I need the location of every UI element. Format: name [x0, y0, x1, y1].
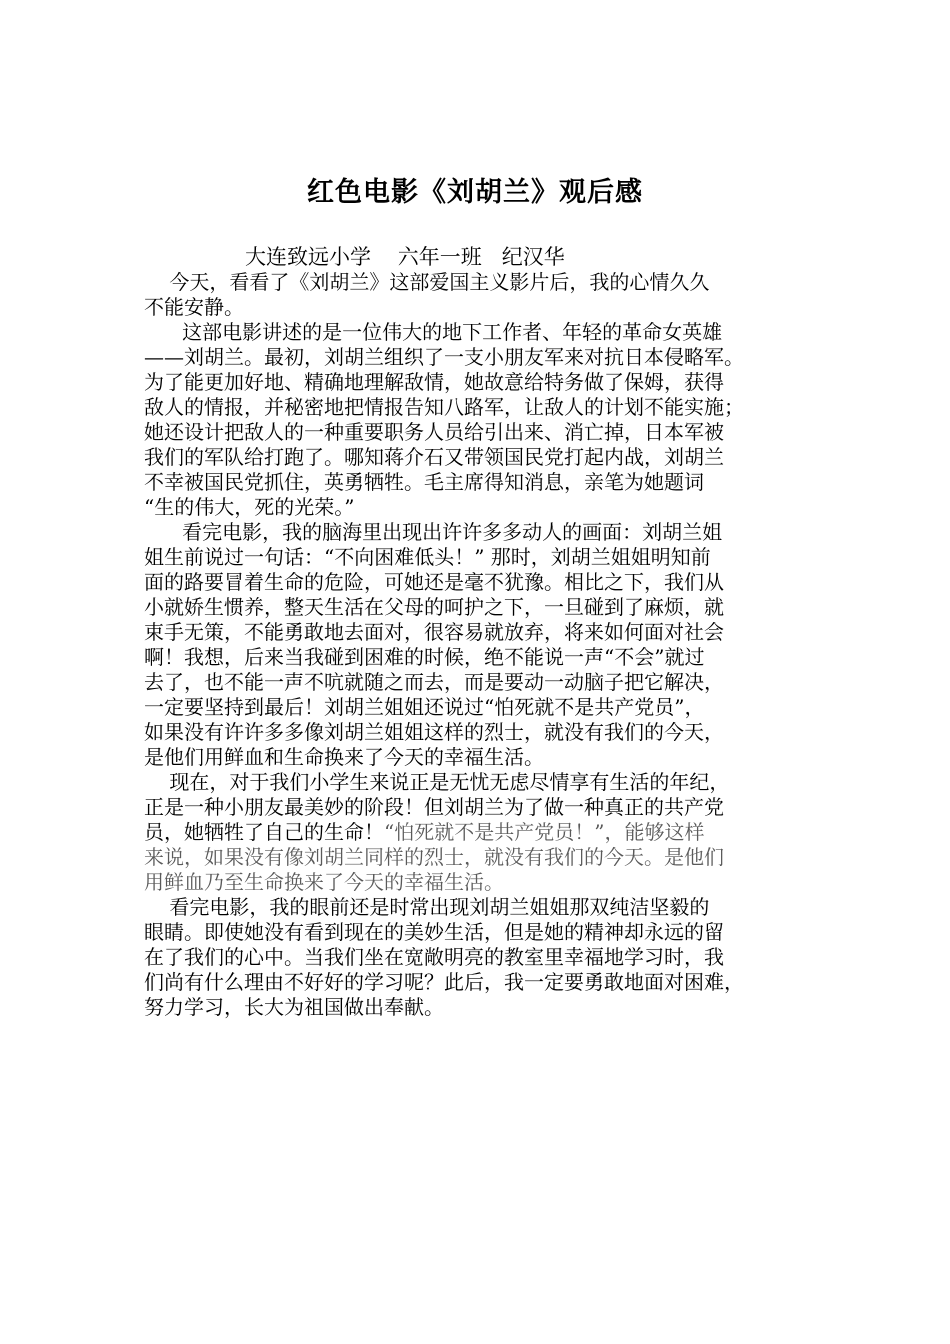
- text-line: 她还设计把敌人的一种重要职务人员给引出来、消亡掉，日本军被: [144, 420, 724, 444]
- text-line: 看完电影，我的脑海里出现出许许多多动人的画面：刘胡兰姐: [144, 520, 723, 544]
- text-line: 小就娇生惯养，整天生活在父母的呵护之下，一旦碰到了麻烦，就: [144, 595, 724, 619]
- text-line: 们尚有什么理由不好好的学习呢？此后，我一定要勇敢地面对困难，: [144, 970, 744, 994]
- text-line: 正是一种小朋友最美妙的阶段！但刘胡兰为了做一种真正的共产党: [144, 795, 724, 819]
- text-line: 一定要坚持到最后！刘胡兰姐姐还说过“怕死就不是共产党员”，: [144, 695, 705, 719]
- text-line: ——刘胡兰。最初，刘胡兰组织了一支小朋友军来对抗日本侵略军。: [144, 345, 744, 369]
- text-line: 束手无策，不能勇敢地去面对，很容易就放弃，将来如何面对社会: [144, 620, 724, 644]
- text-line: “生的伟大，死的光荣。”: [144, 495, 355, 519]
- text-line-mixed: [144, 820, 824, 845]
- text-line: 眼睛。即使她没有看到现在的美妙生活，但是她的精神却永远的留: [144, 920, 724, 944]
- text-line: 啊！我想，后来当我碰到困难的时候，绝不能说一声“不会”就过: [144, 645, 705, 669]
- gray-text-segment: “怕死就不是共产党员！”，能够这样: [384, 820, 705, 844]
- text-line: 去了，也不能一声不吭就随之而去，而是要动一动脑子把它解决，: [144, 670, 724, 694]
- text-line: 姐生前说过一句话：“不向困难低头！” 那时，刘胡兰姐姐明知前: [144, 545, 711, 569]
- text-line: 我们的军队给打跑了。哪知蒋介石又带领国民党打起内战，刘胡兰: [144, 445, 724, 469]
- text-line: 不幸被国民党抓住，英勇牺牲。毛主席得知消息，亲笔为她题词: [144, 470, 704, 494]
- text-line: 现在，对于我们小学生来说正是无忧无虑尽情享有生活的年纪，: [144, 770, 730, 794]
- text-line: 不能安静。: [144, 295, 244, 319]
- text-line: 为了能更加好地、精确地理解敌情，她故意给特务做了保姆，获得: [144, 370, 724, 394]
- text-line: 面的路要冒着生命的危险，可她还是毫不犹豫。相比之下，我们从: [144, 570, 724, 594]
- text-line: 如果没有许许多多像刘胡兰姐姐这样的烈士，就没有我们的今天，: [144, 720, 724, 744]
- essay-body: [144, 270, 824, 1020]
- text-line: 今天，看看了《刘胡兰》这部爱国主义影片后，我的心情久久: [144, 270, 710, 294]
- author-byline: 大连致远小学 六年一班 纪汉华: [245, 245, 565, 269]
- text-line: 看完电影，我的眼前还是时常出现刘胡兰姐姐那双纯洁坚毅的: [144, 895, 710, 919]
- text-line: 是他们用鲜血和生命换来了今天的幸福生活。: [144, 745, 544, 769]
- gray-text-line: 用鲜血乃至生命换来了今天的幸福生活。: [144, 870, 504, 894]
- document-title: 红色电影《刘胡兰》观后感: [307, 177, 643, 208]
- text-line: 敌人的情报，并秘密地把情报告知八路军，让敌人的计划不能实施；: [144, 395, 744, 419]
- text-line: 努力学习，长大为祖国做出奉献。: [144, 995, 444, 1019]
- text-line: 在了我们的心中。当我们坐在宽敞明亮的教室里幸福地学习时，我: [144, 945, 724, 969]
- text-line: 这部电影讲述的是一位伟大的地下工作者、年轻的革命女英雄: [144, 320, 723, 344]
- gray-text-line: 来说，如果没有像刘胡兰同样的烈士，就没有我们的今天。是他们: [144, 845, 724, 869]
- text-segment: 员，她牺牲了自己的生命！: [144, 820, 384, 844]
